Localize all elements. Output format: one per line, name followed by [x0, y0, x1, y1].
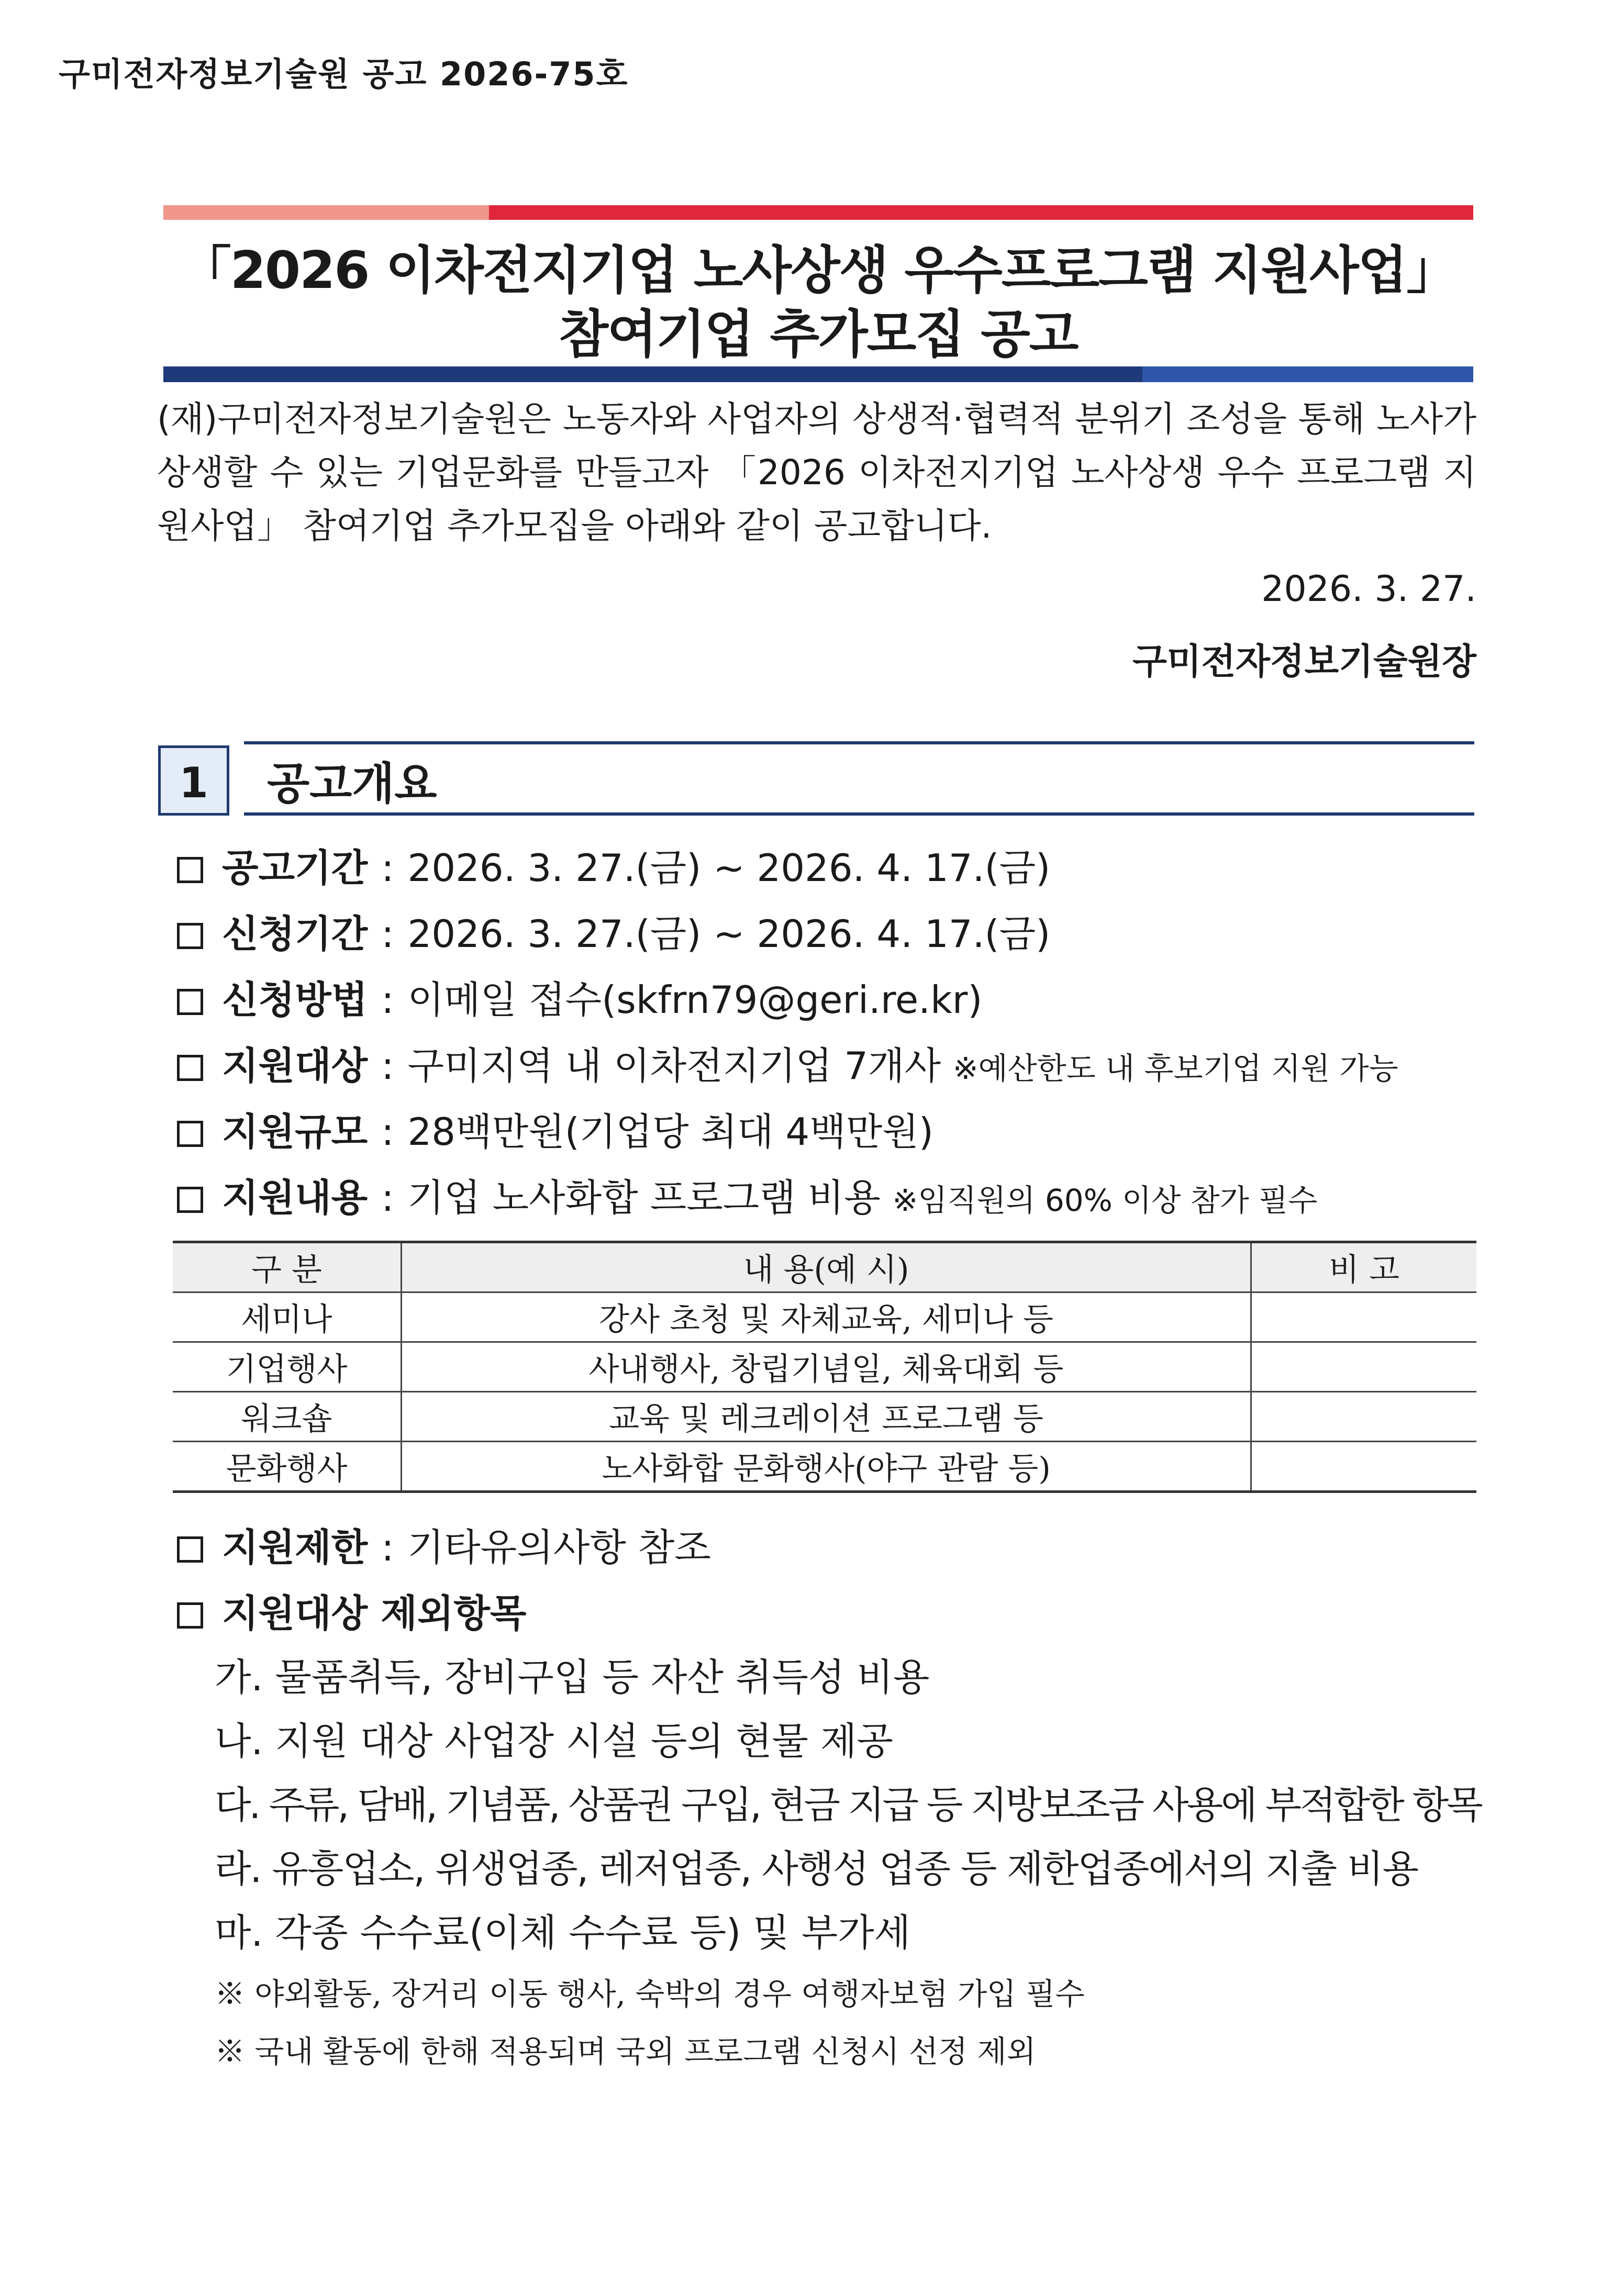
colon: : — [381, 978, 394, 1022]
item-label: 지원대상 제외항목 — [222, 1591, 527, 1635]
title-bottom-bar-left — [163, 366, 1142, 382]
overview-item-support-scale — [177, 1101, 933, 1156]
table-header-row — [173, 1242, 1476, 1292]
table-header: 비 고 — [1251, 1242, 1476, 1292]
colon: : — [381, 1110, 394, 1154]
table-header: 내 용(예 시) — [402, 1242, 1251, 1292]
notice-date: 2026. 3. 27. — [1261, 569, 1476, 610]
table-row — [173, 1342, 1476, 1392]
intro-paragraph: (재)구미전자정보기술원은 노동자와 사업자의 상생적·협력적 분위기 조성을 통해 노사가 상생할 수 있는 기업문화를 만들고자 「2026 이차전지기업 노사상생 우수 프로그램 지원사업」 참여기업 추가모집을 아래와 같이 공고합니다. — [157, 399, 1476, 546]
title-line-2: 참여기업 추가모집 공고 — [559, 305, 1078, 364]
checkbox-icon — [177, 1055, 203, 1081]
section-rule-top — [244, 741, 1474, 744]
section-rule-bottom — [244, 812, 1474, 816]
exclusion-list-item: 마. 각종 수수료(이체 수수료 등) 및 부가세 — [215, 1911, 911, 1955]
colon: : — [381, 1044, 394, 1088]
item-label: 지원제한 — [222, 1525, 368, 1569]
reference-note: ※ 국내 활동에 한해 적용되며 국외 프로그램 신청시 선정 제외 — [215, 2034, 1036, 2069]
table-cell: 세미나 — [173, 1292, 402, 1342]
table-cell: 노사화합 문화행사(야구 관람 등) — [402, 1442, 1251, 1492]
title-top-bar-left — [163, 205, 489, 220]
colon: : — [381, 846, 394, 890]
colon: : — [381, 912, 394, 956]
item-value: 2026. 3. 27.(금) ~ 2026. 4. 17.(금) — [407, 846, 1051, 890]
table-header: 구 분 — [173, 1242, 402, 1292]
item-label: 신청방법 — [222, 978, 368, 1022]
item-note: ※임직원의 60% 이상 참가 필수 — [892, 1183, 1318, 1218]
exclusion-list-item: 라. 유흥업소, 위생업종, 레저업종, 사행성 업종 등 제한업종에서의 지출 비용 — [215, 1847, 1418, 1891]
table-cell — [1251, 1442, 1476, 1492]
overview-item-support-content — [177, 1167, 1317, 1222]
overview-item-application-method — [177, 969, 982, 1024]
checkbox-icon — [177, 923, 203, 949]
table-cell: 사내행사, 창립기념일, 체육대회 등 — [402, 1342, 1251, 1392]
overview-item-support-limit — [177, 1517, 711, 1571]
overview-item-application-period — [177, 904, 1050, 958]
checkbox-icon — [177, 989, 203, 1015]
item-value: 기타유의사항 참조 — [407, 1525, 711, 1569]
table-cell: 기업행사 — [173, 1342, 402, 1392]
item-label: 공고기간 — [222, 846, 368, 890]
colon: : — [381, 1176, 394, 1220]
item-value: 이메일 접수(skfrn79@geri.re.kr) — [407, 978, 983, 1022]
table-cell: 워크숍 — [173, 1392, 402, 1442]
overview-item-eligibility — [177, 1035, 1398, 1090]
item-label: 신청기간 — [222, 912, 368, 956]
overview-item-exclusions — [177, 1583, 526, 1637]
checkbox-icon — [177, 1536, 203, 1563]
title-top-bar-right — [489, 205, 1473, 220]
issuer-signature: 구미전자정보기술원장 — [1132, 641, 1476, 683]
exclusion-list-item: 다. 주류, 담배, 기념품, 상품권 구입, 현금 지급 등 지방보조금 사용에 부적합한 항목 — [215, 1783, 1481, 1827]
exclusion-list-item: 나. 지원 대상 사업장 시설 등의 현물 제공 — [215, 1719, 893, 1763]
title-bottom-bar-right — [1142, 366, 1473, 382]
item-value: 2026. 3. 27.(금) ~ 2026. 4. 17.(금) — [407, 912, 1051, 956]
item-value: 기업 노사화합 프로그램 비용 — [407, 1176, 881, 1220]
item-label: 지원규모 — [222, 1110, 368, 1154]
table-cell — [1251, 1392, 1476, 1442]
section-number: 1 — [158, 745, 229, 816]
checkbox-icon — [177, 1187, 203, 1213]
checkbox-icon — [177, 1121, 203, 1147]
reference-note: ※ 야외활동, 장거리 이동 행사, 숙박의 경우 여행자보험 가입 필수 — [215, 1976, 1085, 2012]
item-label: 지원내용 — [222, 1176, 368, 1220]
table-cell: 문화행사 — [173, 1442, 402, 1492]
support-content-table — [173, 1241, 1476, 1493]
checkbox-icon — [177, 857, 203, 883]
table-row — [173, 1442, 1476, 1492]
exclusion-list-item: 가. 물품취득, 장비구입 등 자산 취득성 비용 — [215, 1655, 930, 1699]
notice-number: 구미전자정보기술원 공고 2026-75호 — [59, 55, 629, 93]
table-row — [173, 1392, 1476, 1442]
table-row — [173, 1292, 1476, 1342]
item-note: ※예산한도 내 후보기업 지원 가능 — [953, 1051, 1398, 1086]
table-cell: 강사 초청 및 자체교육, 세미나 등 — [402, 1292, 1251, 1342]
table-cell — [1251, 1292, 1476, 1342]
table-cell: 교육 및 레크레이션 프로그램 등 — [402, 1392, 1251, 1442]
overview-item-notice-period — [177, 838, 1050, 892]
colon: : — [381, 1525, 394, 1569]
checkbox-icon — [177, 1602, 203, 1629]
item-label: 지원대상 — [222, 1044, 368, 1088]
section-title: 공고개요 — [267, 758, 437, 809]
title-line-1: 「2026 이차전지기업 노사상생 우수프로그램 지원사업」 — [180, 241, 1457, 300]
table-cell — [1251, 1342, 1476, 1392]
item-value: 구미지역 내 이차전지기업 7개사 — [407, 1044, 941, 1088]
item-value: 28백만원(기업당 최대 4백만원) — [407, 1110, 933, 1154]
